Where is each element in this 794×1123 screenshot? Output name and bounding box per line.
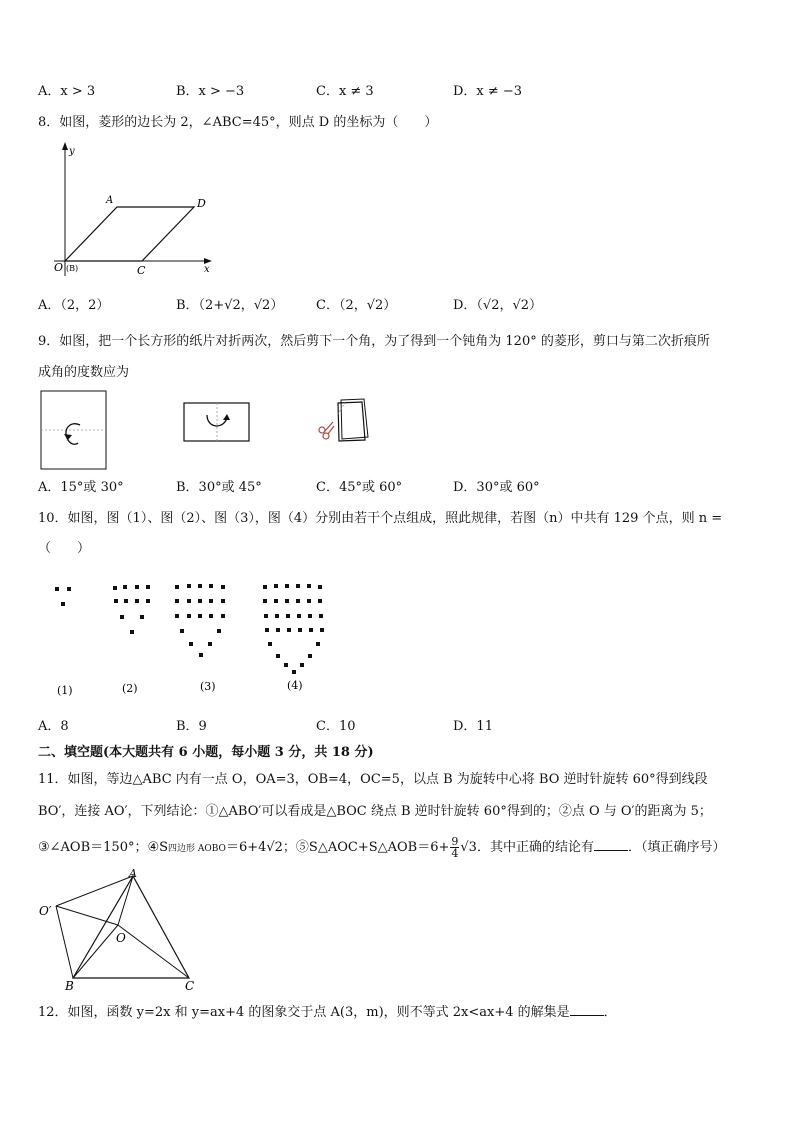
q12-text-end: ． [603,1005,617,1020]
label-a: A [106,195,114,206]
q11-line3-d: ．（填正确序号） [627,840,726,855]
q11-line3-b: ＝6+4√2；⑤S△AOC+S△AOB＝6+ [225,840,450,855]
q12-text: 12．如图，函数 y=2x 和 y=ax+4 的图象交于点 A(3，m)，则不等式 2x<ax+4 的解集是 [38,1005,570,1020]
fraction-numerator: 9 [451,835,459,848]
q7-option-d: D．x ≠ −3 [453,84,523,99]
label-c: C [185,979,195,993]
q11-line3-c: √3．其中正确的结论有 [460,840,594,855]
q9-figure-3 [316,396,374,442]
q9-stem-line1: 9．如图，把一个长方形的纸片对折两次，然后剪下一个角，为了得到一个钝角为 120° 的菱形，剪口与第二次折痕所 [38,334,710,349]
q8-option-c: C．（2，√2） [316,298,397,313]
label-b: B [65,979,74,993]
label-b: (B) [66,264,79,273]
label-o: O [54,261,64,274]
q11-line1: 11．如图，等边△ABC 内有一点 O，OA=3，OB=4，OC=5，以点 B 为旋转中心将 BO 逆时针旋转 60°得到线段 [38,772,708,787]
q8-figure [40,140,220,280]
label-a: A [129,868,137,880]
q9-figure-1 [40,390,108,472]
q11-line3 [38,836,725,860]
q9-option-b: B．30°或 45° [176,480,262,495]
answer-blank [570,1003,604,1016]
q10-option-c: C．10 [316,719,356,734]
fig-label-4: (4) [287,679,303,692]
q9-figure-2 [183,402,251,444]
q10-figure [40,575,340,700]
answer-blank [594,838,628,851]
triangle-abc [73,876,189,978]
fraction-denominator: 4 [451,847,459,860]
q11-line3-a: ③∠AOB＝150°；④S [38,840,169,855]
fig-label-1: (1) [57,684,73,697]
dot-pattern-3 [175,584,225,657]
q10-option-b: B．9 [176,719,207,734]
label-c: C [137,264,146,277]
label-y: y [69,146,75,157]
dot-pattern-2 [113,585,150,634]
q7-option-b: B．x > −3 [176,84,245,99]
q9-option-d: D．30°或 60° [453,480,540,495]
q10-option-a: A．8 [38,719,69,734]
y-axis-arrow [62,142,68,150]
q9-option-c: C．45°或 60° [316,480,403,495]
label-d: D [197,197,206,210]
q8-option-b: B．（2+√2，√2） [176,298,284,313]
label-o: O [116,931,126,945]
q12-stem [38,1003,617,1022]
q11-line2: BO′，连接 AO′，下列结论：①△ABO′可以看成是△BOC 绕点 B 逆时针旋转 60°得到的；②点 O 与 O′的距离为 5； [38,804,712,819]
label-x: x [204,264,210,275]
label-o-prime: O′ [39,904,52,918]
q11-figure [36,868,206,993]
q11-line3-sub: 四边形 AOBO [168,844,226,854]
q10-stem-line1: 10．如图，图（1）、图（2）、图（3），图（4）分别由若干个点组成，照此规律，若图（n）中共有 129 个点，则 n = [38,511,723,526]
q7-option-a: A．x > 3 [38,84,96,99]
q8-option-d: D．（√2，√2） [453,298,543,313]
scissors-icon [319,422,334,439]
q8-stem: 8．如图，菱形的边长为 2，∠ABC=45°，则点 D 的坐标为（ ） [38,115,438,130]
q8-option-a: A．（2，2） [38,298,110,313]
fig-label-2: (2) [122,682,138,695]
q9-option-a: A．15°或 30° [38,480,124,495]
dot-pattern-1 [55,587,71,606]
section-title: 二、填空题(本大题共有 6 小题，每小题 3 分，共 18 分) [38,745,374,760]
dot-pattern-4 [263,584,324,674]
q7-option-c: C．x ≠ 3 [316,84,374,99]
fraction [450,836,459,859]
rhombus [65,207,194,261]
q9-stem-line2: 成角的度数应为 [38,365,130,380]
q10-option-d: D．11 [453,719,493,734]
q10-stem-line2: （ ） [38,541,91,556]
fig-label-3: (3) [200,680,216,693]
